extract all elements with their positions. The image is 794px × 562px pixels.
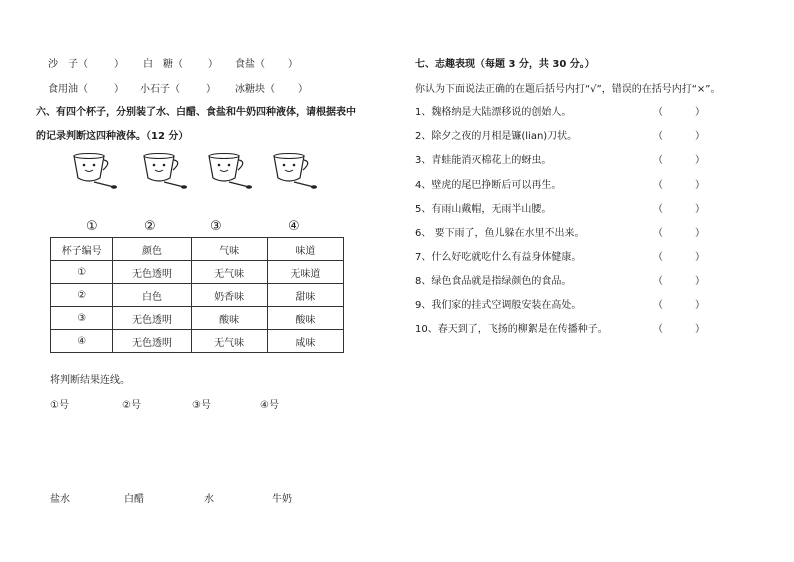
table-cell: 无色透明 <box>113 261 191 284</box>
item-sand-close: ） <box>114 59 124 70</box>
table-cell: 奶香味 <box>191 284 267 307</box>
item-rocksugar-close: ） <box>298 84 308 95</box>
liquid-vinegar: 白醋 <box>124 494 144 505</box>
list-item: 6、 要下雨了，鱼儿躲在水里不出来。 （ ） <box>415 228 705 239</box>
header-smell: 气味 <box>191 238 267 261</box>
item-sand-label: 沙 子（ <box>48 59 88 70</box>
item-sugar-label: 白 糖（ <box>143 59 183 70</box>
table-cell: 白色 <box>113 284 191 307</box>
table-cell: ② <box>51 284 113 307</box>
item-salt-label: 食盐（ <box>235 59 265 70</box>
header-cup-number: 杯子编号 <box>51 238 113 261</box>
list-item: 9、我们家的挂式空调般安装在高处。 （ ） <box>415 300 705 311</box>
match-number-1: ①号 <box>50 400 69 411</box>
table-row <box>51 330 344 353</box>
table-cell: 无气味 <box>191 261 267 284</box>
list-item: 5、有雨山戴帽，无雨半山腰。 （ ） <box>415 204 705 215</box>
section6-title-line1: 六、有四个杯子，分别装了水、白醋、食盐和牛奶四种液体，请根据表中 <box>36 107 356 118</box>
item-rocksugar-label: 冰糖块（ <box>235 84 275 95</box>
item-sugar-close: ） <box>208 59 218 70</box>
section7-title: 七、志趣表现（每题 3 分，共 30 分。） <box>415 59 595 70</box>
table-cell: 酸味 <box>191 307 267 330</box>
item-pebble-label: 小石子（ <box>140 84 180 95</box>
section6-title-line2: 的记录判断这四种液体。（12 分） <box>36 131 189 142</box>
matching-instruction: 将判断结果连线。 <box>50 375 130 386</box>
match-number-3: ③号 <box>192 400 211 411</box>
table-cell: 甜味 <box>267 284 343 307</box>
table-row <box>51 307 344 330</box>
liquid-milk: 牛奶 <box>272 494 292 505</box>
table-header-row <box>51 238 344 261</box>
list-item: 1、魏格纳是大陆漂移说的创始人。 （ ） <box>415 107 705 118</box>
table-cell: 无色透明 <box>113 330 191 353</box>
table-row <box>51 261 344 284</box>
cup-icon <box>270 150 320 190</box>
table-cell: 无气味 <box>191 330 267 353</box>
table-cell: ④ <box>51 330 113 353</box>
header-color: 颜色 <box>113 238 191 261</box>
item-pebble-close: ） <box>206 84 216 95</box>
item-oil-close: ） <box>114 84 124 95</box>
list-item: 3、青蛙能消灭棉花上的蚜虫。 （ ） <box>415 155 705 166</box>
list-item: 4、壁虎的尾巴挣断后可以再生。 （ ） <box>415 180 705 191</box>
table-cell: 无色透明 <box>113 307 191 330</box>
list-item: 7、什么好吃就吃什么有益身体健康。 （ ） <box>415 252 705 263</box>
table-cell: ① <box>51 261 113 284</box>
liquid-saltwater: 盐水 <box>50 494 70 505</box>
section7-instruction: 你认为下面说法正确的在题后括号内打“√”，错误的在括号内打“×”。 <box>415 84 721 95</box>
list-item: 10、春天到了，飞扬的柳絮是在传播种子。 （ ） <box>415 324 705 335</box>
cup-icon <box>140 150 190 190</box>
match-number-4: ④号 <box>260 400 279 411</box>
table-row <box>51 284 344 307</box>
table-cell: 无味道 <box>267 261 343 284</box>
match-number-2: ②号 <box>122 400 141 411</box>
list-item: 2、除夕之夜的月相是镰(lian)刀状。 （ ） <box>415 131 705 142</box>
cup-number-1: ① <box>86 219 98 234</box>
table-cell: 咸味 <box>267 330 343 353</box>
liquid-record-table <box>50 237 344 353</box>
cup-icon <box>205 150 255 190</box>
cup-number-4: ④ <box>288 219 300 234</box>
cup-icon <box>70 150 120 190</box>
cup-number-2: ② <box>144 219 156 234</box>
item-oil-label: 食用油（ <box>48 84 88 95</box>
liquid-water: 水 <box>204 494 214 505</box>
header-taste: 味道 <box>267 238 343 261</box>
list-item: 8、绿色食品就是指绿颜色的食品。 （ ） <box>415 276 705 287</box>
cup-number-3: ③ <box>210 219 222 234</box>
table-cell: ③ <box>51 307 113 330</box>
table-cell: 酸味 <box>267 307 343 330</box>
item-salt-close: ） <box>288 59 298 70</box>
